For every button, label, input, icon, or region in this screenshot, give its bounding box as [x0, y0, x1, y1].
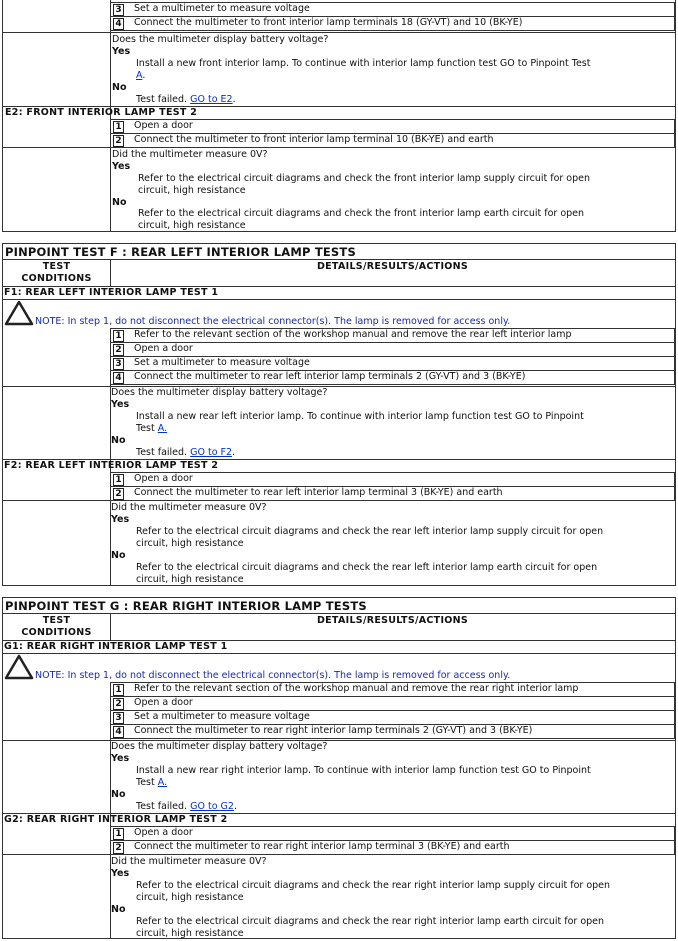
- col-header-conditions: CONDITIONS: [21, 627, 92, 638]
- pinpoint-a-link[interactable]: A.: [157, 423, 168, 434]
- step-number: 2: [113, 698, 124, 710]
- pinpoint-test-g: PINPOINT TEST G : REAR RIGHT INTERIOR LAMP TESTS TEST CONDITIONS DETAILS/RESULTS/ACTIONS G1: REAR RIGHT INTERIOR LAMP TEST 1 NOTE: In step 1, do not disconnect the electrical connector(s). The lamp is removed for access only. 1 Refer to the relevant section of the workshop manual and remove the rear right interior lamp 2 Open a door 3 Set a multimeter to measure voltage 4 Connect the multimeter to rear right interior lamp terminals 2 (GY-VT) and 3 (BK-YE) Does the multimeter display battery voltage? Yes Install a new rear right interior lamp. To continue with interior lamp function test GO to Pinpoint Test A. No Test failed. GO to G2. G2: REAR RIGHT INTERIOR LAMP TEST 2 1 Open a door 2 Connect the multimeter to rear right interior lamp terminal 3 (BK-YE) and earth Did the multimeter measure 0V? Yes Refer to the electrical circuit diagrams and check the rear right interior lamp supply circuit for open circuit, high resistance No Refer to the electrical circuit diagrams and check the rear right interior lamp earth circuit for open circuit, high resistance: [2, 597, 676, 939]
- yes-label: Yes: [111, 868, 130, 879]
- step-row: [110, 133, 675, 148]
- step-row: [110, 370, 675, 385]
- no-label: No: [112, 197, 127, 208]
- go-to-g2-link[interactable]: GO to G2: [190, 801, 234, 812]
- note-text: NOTE: In step 1, do not disconnect the electrical connector(s). The lamp is removed for access only.: [35, 316, 511, 327]
- warning-triangle-icon: [4, 654, 34, 680]
- no-label: No: [111, 550, 126, 561]
- step-row: [110, 696, 675, 711]
- test-title: PINPOINT TEST F : REAR LEFT INTERIOR LAMP TESTS: [5, 245, 356, 259]
- step-text: Connect the multimeter to rear right interior lamp terminals 2 (GY-VT) and 3 (BK-YE): [134, 725, 533, 736]
- yes-action-text: Refer to the electrical circuit diagrams and check the front interior lamp supply circuit for open: [138, 173, 591, 184]
- no-action-text: Test failed.: [136, 801, 188, 812]
- step-text: Connect the multimeter to rear left interior lamp terminal 3 (BK-YE) and earth: [134, 487, 503, 498]
- pinpoint-test-f: PINPOINT TEST F : REAR LEFT INTERIOR LAMP TESTS TEST CONDITIONS DETAILS/RESULTS/ACTIONS F1: REAR LEFT INTERIOR LAMP TEST 1 NOTE: In step 1, do not disconnect the electrical connector(s). The lamp is removed for access only. 1 Refer to the relevant section of the workshop manual and remove the rear left interior lamp 2 Open a door 3 Set a multimeter to measure voltage 4 Connect the multimeter to rear left interior lamp terminals 2 (GY-VT) and 3 (BK-YE) Does the multimeter display battery voltage? Yes Install a new rear left interior lamp. To continue with interior lamp function test GO to Pinpoint Test A. No Test failed. GO to F2. F2: REAR LEFT INTERIOR LAMP TEST 2 1 Open a door 2 Connect the multimeter to rear left interior lamp terminal 3 (BK-YE) and earth Did the multimeter measure 0V? Yes Refer to the electrical circuit diagrams and check the rear left interior lamp supply circuit for open circuit, high resistance No Refer to the electrical circuit diagrams and check the rear left interior lamp earth circuit for open circuit, high resistance: [2, 243, 676, 586]
- step-text: Connect the multimeter to front interior lamp terminal 10 (BK-YE) and earth: [134, 134, 494, 145]
- step-text: Set a multimeter to measure voltage: [134, 3, 310, 14]
- step-number: 4: [113, 18, 124, 30]
- step-text: Set a multimeter to measure voltage: [134, 357, 310, 368]
- col-header-conditions: TEST: [42, 615, 71, 626]
- yes-action-text: Install a new front interior lamp. To continue with interior lamp function test GO to Pinpoint Test: [136, 58, 591, 69]
- no-action-text: Refer to the electrical circuit diagrams and check the rear left interior lamp earth circuit for open: [136, 562, 598, 573]
- step-number: 2: [113, 488, 124, 500]
- step-row: [110, 119, 675, 134]
- step-number: 1: [113, 684, 124, 696]
- step-text: Connect the multimeter to front interior lamp terminals 18 (GY-VT) and 10 (BK-YE): [134, 17, 523, 28]
- step-row: [110, 342, 675, 357]
- step-number: 1: [113, 828, 124, 840]
- question-text: Did the multimeter measure 0V?: [111, 856, 267, 867]
- step-number: 3: [113, 4, 124, 16]
- step-number: 2: [113, 842, 124, 854]
- step-text: Connect the multimeter to rear left interior lamp terminals 2 (GY-VT) and 3 (BK-YE): [134, 371, 526, 382]
- no-action-text: Test failed.: [136, 447, 188, 458]
- no-action-text: circuit, high resistance: [136, 928, 244, 939]
- step-text: Open a door: [134, 827, 193, 838]
- step-row: [110, 826, 675, 841]
- step-number: 2: [113, 135, 124, 147]
- yes-action-text: circuit, high resistance: [138, 185, 246, 196]
- step-number: 1: [113, 330, 124, 342]
- step-row: [110, 710, 675, 725]
- test-heading: F1: REAR LEFT INTERIOR LAMP TEST 1: [4, 287, 219, 298]
- question-text: Does the multimeter display battery voltage?: [111, 741, 328, 752]
- test-heading: G2: REAR RIGHT INTERIOR LAMP TEST 2: [4, 814, 228, 825]
- col-header-details: DETAILS/RESULTS/ACTIONS: [316, 615, 469, 626]
- step-number: 4: [113, 726, 124, 738]
- no-action-text: circuit, high resistance: [138, 220, 246, 231]
- yes-action-text: Install a new rear left interior lamp. To continue with interior lamp function test GO to Pinpoint: [136, 411, 584, 422]
- no-action-text: Refer to the electrical circuit diagrams and check the rear right interior lamp earth circuit for open: [136, 916, 605, 927]
- step-number: 1: [113, 121, 124, 133]
- go-to-f2-link[interactable]: GO to F2: [190, 447, 233, 458]
- step-row: [110, 840, 675, 855]
- no-label: No: [111, 789, 126, 800]
- step-text: Open a door: [134, 697, 193, 708]
- no-label: No: [111, 435, 126, 446]
- yes-action-text: circuit, high resistance: [136, 892, 244, 903]
- yes-label: Yes: [111, 399, 130, 410]
- warning-triangle-icon: [4, 300, 34, 326]
- yes-label: Yes: [111, 753, 130, 764]
- yes-action-text: Install a new rear right interior lamp. To continue with interior lamp function test GO to Pinpoint: [136, 765, 591, 776]
- yes-label: Yes: [112, 46, 131, 57]
- step-text: Open a door: [134, 473, 193, 484]
- step-number: 3: [113, 358, 124, 370]
- step-text: Open a door: [134, 343, 193, 354]
- question-text: Does the multimeter display battery voltage?: [111, 387, 328, 398]
- note-text: NOTE: In step 1, do not disconnect the electrical connector(s). The lamp is removed for access only.: [35, 670, 511, 681]
- step-row: [110, 328, 675, 343]
- step-row: [110, 472, 675, 487]
- step-row: [110, 356, 675, 371]
- question-text: Did the multimeter measure 0V?: [112, 149, 268, 160]
- question-text: Did the multimeter measure 0V?: [111, 502, 267, 513]
- step-row: [110, 682, 675, 697]
- question-text: Does the multimeter display battery voltage?: [112, 34, 329, 45]
- step-row: [110, 486, 675, 501]
- step-text: Set a multimeter to measure voltage: [134, 711, 310, 722]
- no-label: No: [111, 904, 126, 915]
- pinpoint-a-link[interactable]: A: [136, 70, 143, 81]
- no-action-text: Refer to the electrical circuit diagrams and check the front interior lamp earth circuit for open: [138, 208, 585, 219]
- step-text: Open a door: [134, 120, 193, 131]
- yes-action-text: Refer to the electrical circuit diagrams and check the rear right interior lamp supply circuit for open: [136, 880, 611, 891]
- step-number: 4: [113, 372, 124, 384]
- step-text: Refer to the relevant section of the workshop manual and remove the rear left interior lamp: [134, 329, 572, 340]
- step-number: 2: [113, 344, 124, 356]
- col-header-conditions: TEST: [42, 261, 71, 272]
- yes-action-text: circuit, high resistance: [136, 538, 244, 549]
- step-number: 3: [113, 712, 124, 724]
- step-number: 1: [113, 474, 124, 486]
- yes-label: Yes: [112, 161, 131, 172]
- col-header-conditions: CONDITIONS: [21, 273, 92, 284]
- test-title: PINPOINT TEST G : REAR RIGHT INTERIOR LAMP TESTS: [5, 599, 367, 613]
- test-e-continuation: 3 Set a multimeter to measure voltage 4 Connect the multimeter to front interior lamp terminals 18 (GY-VT) and 10 (BK-YE) Does the multimeter display battery voltage? Yes Install a new front interior lamp. To continue with interior lamp function test GO to Pinpoint Test A. No Test failed. GO to E2. E2: FRONT INTERIOR LAMP TEST 2 1 Open a door 2 Connect the multimeter to front interior lamp terminal 10 (BK-YE) and earth Did the multimeter measure 0V? Yes Refer to the electrical circuit diagrams and check the front interior lamp supply circuit for open circuit, high resistance No Refer to the electrical circuit diagrams and check the front interior lamp earth circuit for open circuit, high resistance: [2, 0, 676, 232]
- test-heading: G1: REAR RIGHT INTERIOR LAMP TEST 1: [4, 641, 228, 652]
- step-row: [110, 16, 675, 31]
- col-header-details: DETAILS/RESULTS/ACTIONS: [316, 261, 469, 272]
- no-action-text: Test failed.: [136, 94, 188, 105]
- test-heading: F2: REAR LEFT INTERIOR LAMP TEST 2: [4, 460, 219, 471]
- step-row: [110, 2, 675, 17]
- go-to-e2-link[interactable]: GO to E2: [190, 94, 233, 105]
- pinpoint-a-link[interactable]: A.: [157, 777, 168, 788]
- no-action-text: circuit, high resistance: [136, 574, 244, 585]
- yes-label: Yes: [111, 514, 130, 525]
- step-row: [110, 724, 675, 739]
- yes-action-text: Refer to the electrical circuit diagrams and check the rear left interior lamp supply circuit for open: [136, 526, 604, 537]
- step-text: Connect the multimeter to rear right interior lamp terminal 3 (BK-YE) and earth: [134, 841, 510, 852]
- step-text: Refer to the relevant section of the workshop manual and remove the rear right interior lamp: [134, 683, 579, 694]
- no-label: No: [112, 82, 127, 93]
- test-heading: E2: FRONT INTERIOR LAMP TEST 2: [5, 107, 198, 118]
